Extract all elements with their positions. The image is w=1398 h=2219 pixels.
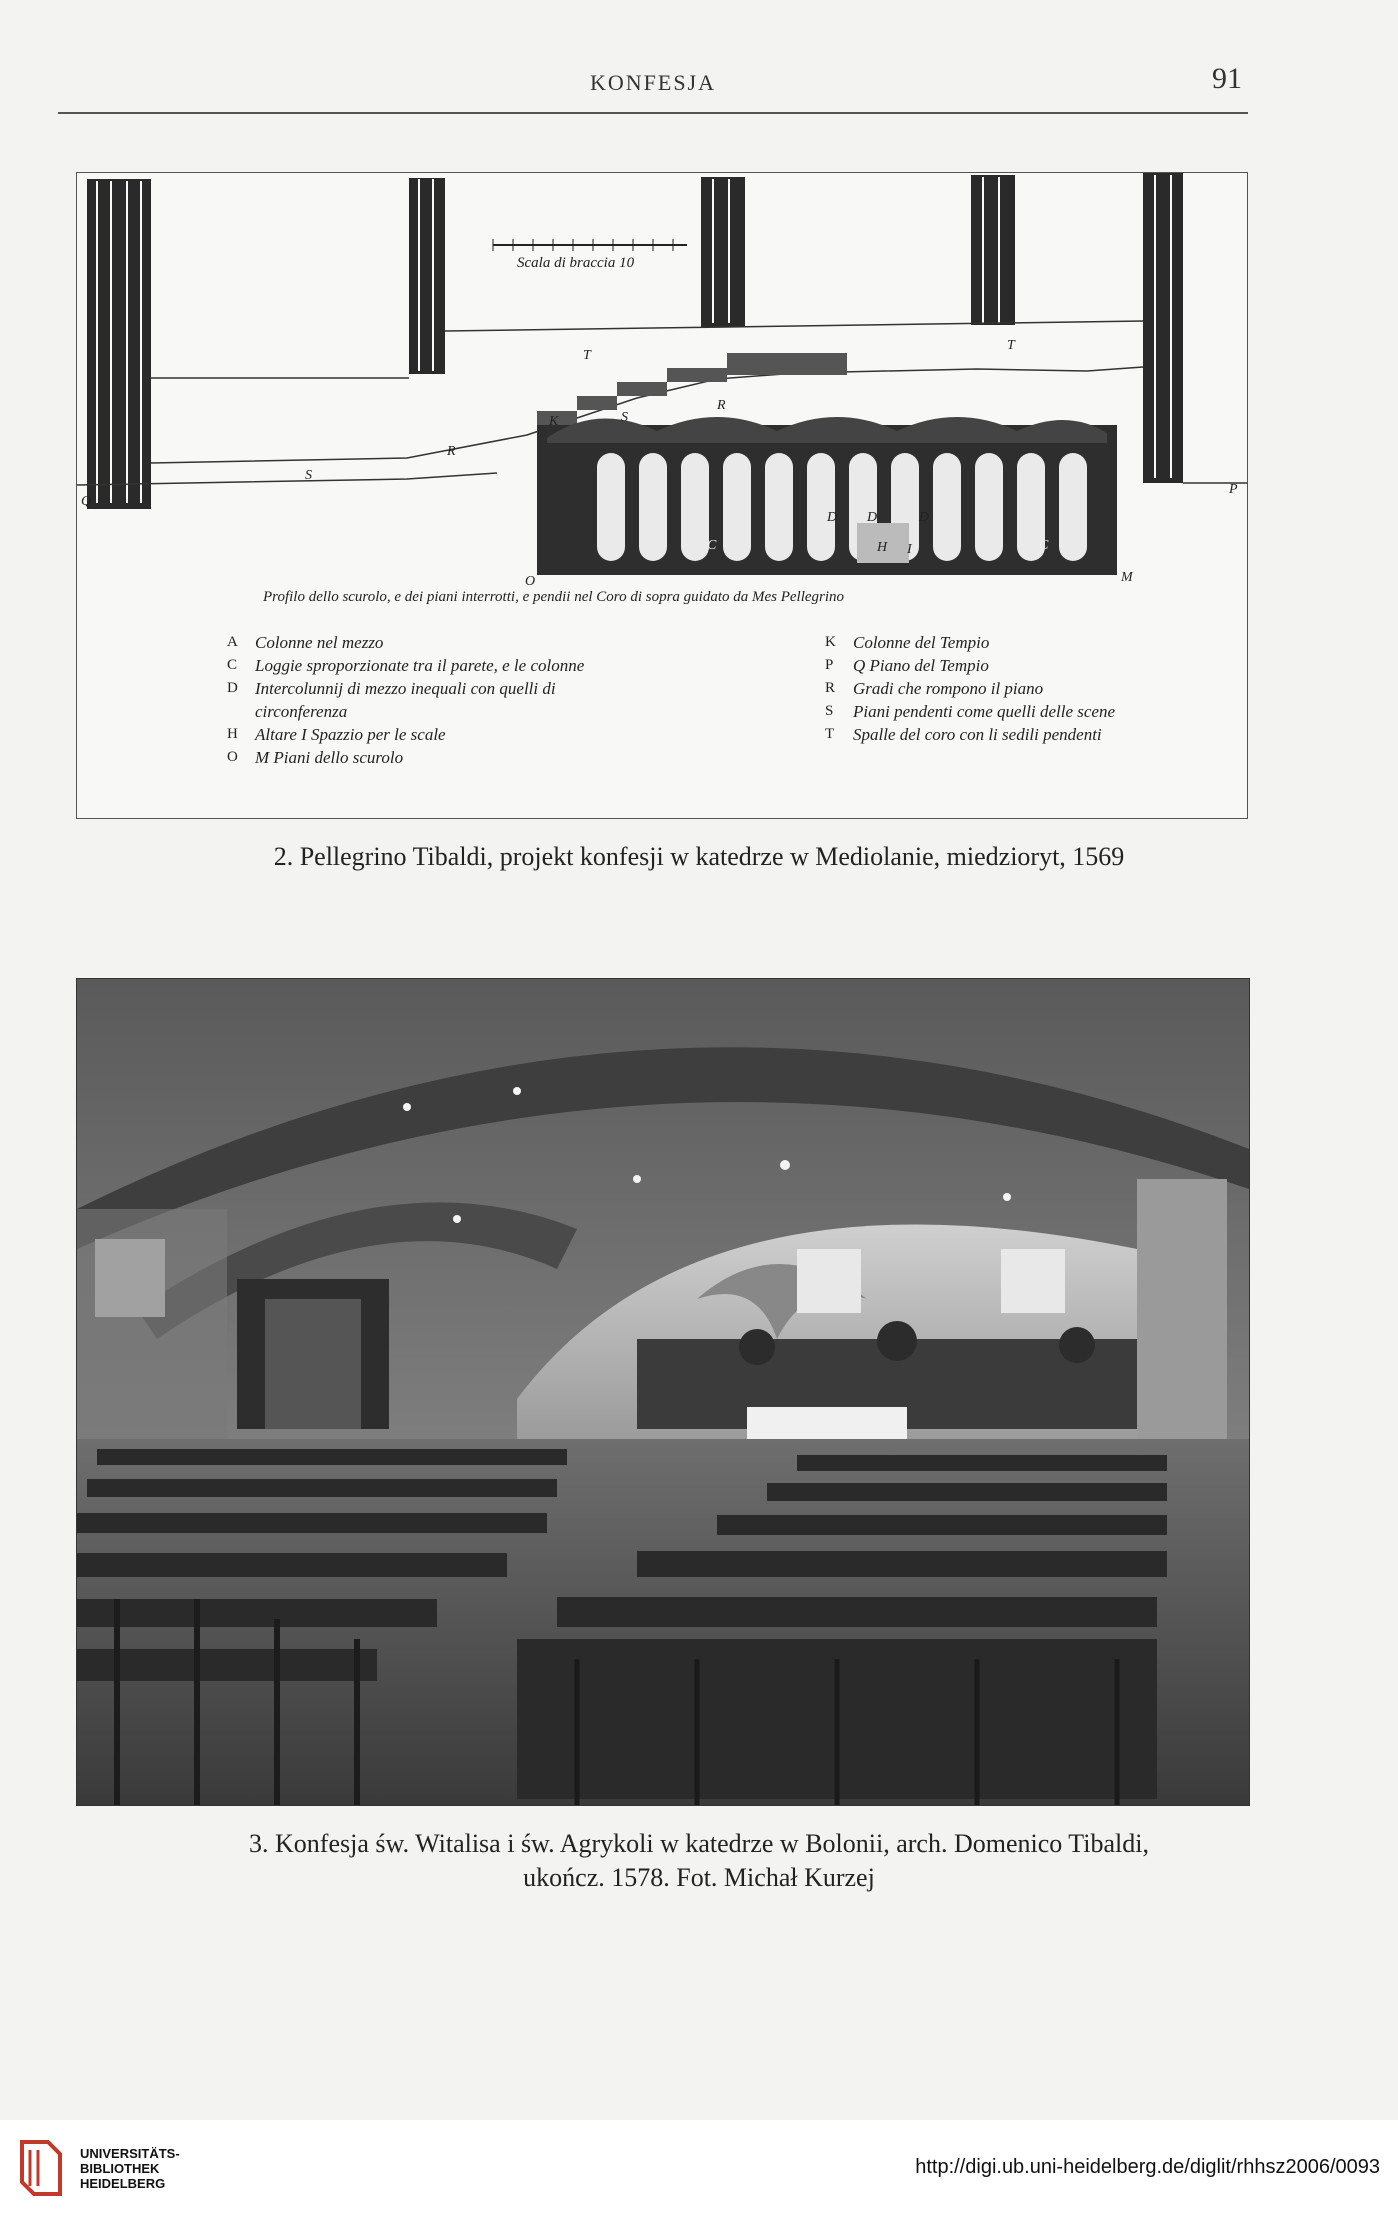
legend-row: circonferenza [255, 702, 348, 721]
legend-row: K Colonne del Tempio [825, 633, 990, 652]
letter-K: K [549, 414, 559, 429]
figure-2-engraving [76, 172, 1248, 819]
legend-row: H Altare I Spazzio per le scale [227, 725, 446, 744]
institution-line-1: UNIVERSITÄTS- [80, 2146, 180, 2161]
institution-name [80, 2146, 180, 2191]
letter-O: O [525, 574, 536, 589]
letter-T-2: T [1007, 338, 1015, 353]
letter-T-1: T [583, 348, 591, 363]
institution-line-3: HEIDELBERG [80, 2176, 166, 2191]
legend-row: A Colonne nel mezzo [227, 633, 384, 652]
caption-line-2: ukończ. 1578. Fot. Michał Kurzej [523, 1863, 875, 1892]
letter-R-1: R [717, 398, 726, 413]
letter-P: P [1229, 482, 1238, 497]
digitization-footer [0, 2120, 1398, 2219]
letter-D-2: D [867, 510, 878, 525]
letter-Q: Q [81, 494, 92, 509]
legend-row: T Spalle del coro con li sedili pendenti [825, 725, 1102, 744]
page-number: 91 [1212, 62, 1242, 95]
legend-row: O M Piani dello scurolo [227, 748, 404, 767]
figure-2-caption: 2. Pellegrino Tibaldi, projekt konfesji w katedrze w Mediolanie, miedzioryt, 1569 [273, 842, 1125, 871]
library-logo-icon [18, 2136, 64, 2200]
letter-I: I [907, 542, 912, 557]
legend-row: C Loggie sproporzionate tra il parete, e le colonne [227, 656, 585, 675]
legend-row: D Intercolunnij di mezzo inequali con quelli di [227, 679, 556, 698]
letter-C-1: C [707, 538, 717, 553]
legend-row: R Gradi che rompono il piano [825, 679, 1044, 698]
legend-right-column [825, 631, 1225, 746]
letter-R-2: R [447, 444, 456, 459]
legend-row: P Q Piano del Tempio [825, 656, 989, 675]
running-title: KONFESJA [589, 70, 717, 95]
drawing-title: Profilo dello scurolo, e dei piani interrotti, e pendii nel Coro di sopra guidato da Mes Pellegrino [263, 589, 845, 605]
letter-H: H [877, 540, 888, 555]
running-header [58, 62, 1248, 114]
figure-3-photo [76, 978, 1250, 1806]
letter-D-1: D [827, 510, 838, 525]
letter-C-2: C [1039, 538, 1049, 553]
letter-S-1: S [621, 410, 628, 425]
legend-row: S Piani pendenti come quelli delle scene [825, 702, 1115, 721]
letter-S-2: S [305, 468, 312, 483]
scale-label: Scala di braccia 10 [517, 255, 635, 271]
institution-line-2: BIBLIOTHEK [80, 2161, 160, 2176]
caption-line-1: 3. Konfesja św. Witalisa i św. Agrykoli w katedrze w Bolonii, arch. Domenico Tibaldi, [249, 1829, 1149, 1858]
source-url-link[interactable]: http://digi.ub.uni-heidelberg.de/diglit/rhhsz2006/0093 [915, 2156, 1380, 2178]
letter-M: M [1121, 570, 1133, 585]
legend-left-column [227, 631, 707, 769]
letter-D-3: D [919, 510, 930, 525]
crypt-photo [77, 979, 1249, 1805]
figure-3-caption [0, 1827, 1398, 1895]
